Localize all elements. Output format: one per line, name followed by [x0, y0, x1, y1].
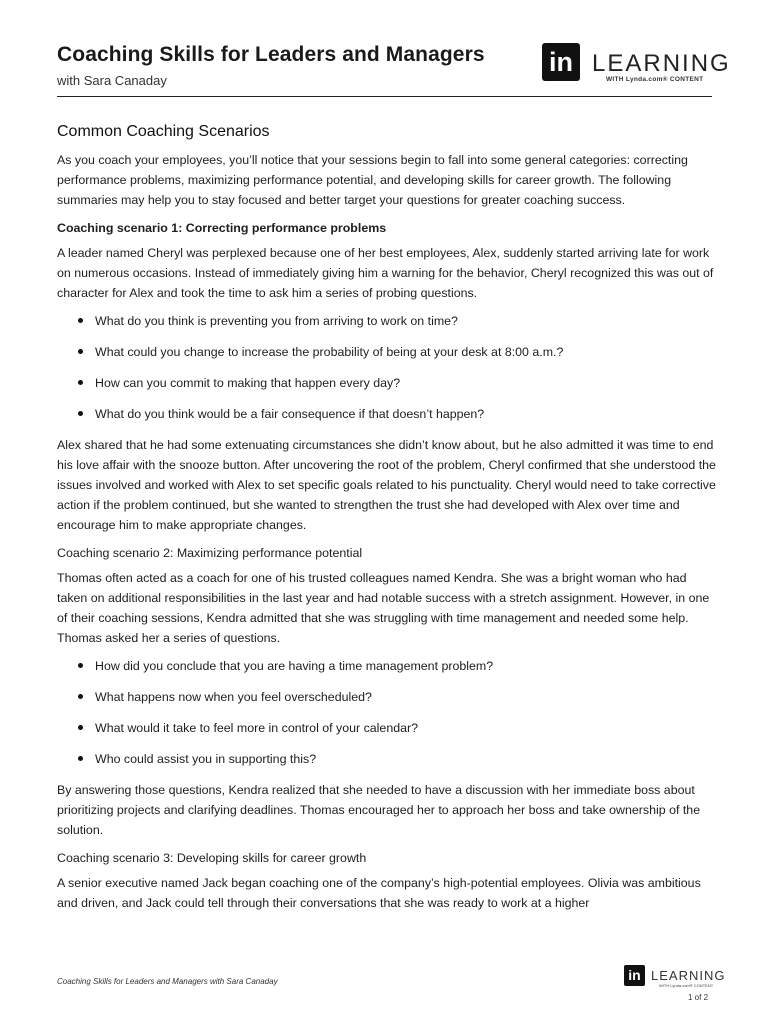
list-item: What happens now when you feel overscheduled?: [95, 687, 717, 707]
logo-learning-text: LEARNING: [592, 50, 731, 77]
list-item: How can you commit to making that happen every day?: [95, 373, 717, 393]
scenario-2-outcome: By answering those questions, Kendra realized that she needed to have a discussion with her immediate boss about prioritizing projects and clarifying deadlines. Thomas encouraged her to approach her boss and take ownership of the solution.: [57, 783, 701, 837]
list-item: Who could assist you in supporting this?: [95, 749, 717, 769]
scenario-1-outcome: Alex shared that he had some extenuating circumstances she didn’t know about, but he also admitted it was time to end his love affair with the snooze button. After uncovering the root of the problem, Cheryl confirmed that she understood the issues involved and worked with Alex to set specific goals related to his punctuality. Cheryl would need to take corrective action if the problem continued, but she wanted to strengthen the trust she had developed with Alex over time and encourage him to make appropriate changes.: [57, 438, 716, 532]
document-subtitle: with Sara Canaday: [57, 73, 167, 88]
list-item: What would it take to feel more in control of your calendar?: [95, 718, 717, 738]
list-item: How did you conclude that you are having a time management problem?: [95, 656, 717, 676]
scenario-3-story: A senior executive named Jack began coaching one of the company’s high-potential employees. Olivia was ambitious and driven, and Jack could tell through their conversations that she was ready to work at a higher: [57, 876, 701, 910]
list-item: What do you think is preventing you from arriving to work on time?: [95, 311, 717, 331]
bullet-icon: [78, 725, 83, 730]
scenario-3-heading: Coaching scenario 3: Developing skills for career growth: [57, 851, 367, 865]
document-title: Coaching Skills for Leaders and Managers: [57, 43, 485, 66]
bullet-icon: [78, 756, 83, 761]
scenario-2-heading: Coaching scenario 2: Maximizing performance potential: [57, 546, 363, 560]
bullet-icon: [78, 694, 83, 699]
document-body: [57, 123, 717, 921]
scenario-2-story: Thomas often acted as a coach for one of his trusted colleagues named Kendra. She was a bright woman who had taken on additional responsibilities in the last year and had notable success with a stretch assignment. However, in one of their coaching sessions, Kendra admitted that she was struggling with time management and needed some help. Thomas asked her a series of questions.: [57, 571, 710, 645]
logo-learning-text: LEARNING: [651, 968, 726, 983]
bullet-icon: [78, 318, 83, 323]
scenario-1-questions: [57, 311, 717, 424]
section-title: Common Coaching Scenarios: [57, 123, 270, 140]
list-item: What could you change to increase the probability of being at your desk at 8:00 a.m.?: [95, 342, 717, 362]
logo-tagline: WITH Lynda.com® CONTENT: [606, 76, 704, 83]
logo-tagline: WITH Lynda.com® CONTENT: [659, 983, 714, 988]
bullet-icon: [78, 663, 83, 668]
page-number: 1 of 2: [688, 993, 709, 1002]
list-item: What do you think would be a fair consequence if that doesn’t happen?: [95, 404, 717, 424]
intro-paragraph: As you coach your employees, you’ll notice that your sessions begin to fall into some general categories: correcting performance problems, maximizing performance potential, and developing skills for career growth. The following summaries may help you to stay focused and better target your questions for greater coaching success.: [57, 153, 688, 207]
scenario-1-heading: Coaching scenario 1: Correcting performance problems: [57, 221, 387, 235]
scenario-1-story: A leader named Cheryl was perplexed because one of her best employees, Alex, suddenly started arriving late for work on numerous occasions. Instead of immediately giving him a warning for the behavior, Cheryl recognized this was out of character for Alex and took the time to ask him a series of probing questions.: [57, 246, 714, 300]
bullet-icon: [78, 349, 83, 354]
scenario-2-questions: [57, 656, 717, 769]
bullet-icon: [78, 380, 83, 385]
linkedin-in-icon: in: [624, 965, 645, 986]
header-divider: [57, 96, 712, 97]
footer-text: Coaching Skills for Leaders and Managers with Sara Canaday: [57, 977, 278, 986]
linkedin-in-icon: in: [542, 43, 580, 81]
bullet-icon: [78, 411, 83, 416]
